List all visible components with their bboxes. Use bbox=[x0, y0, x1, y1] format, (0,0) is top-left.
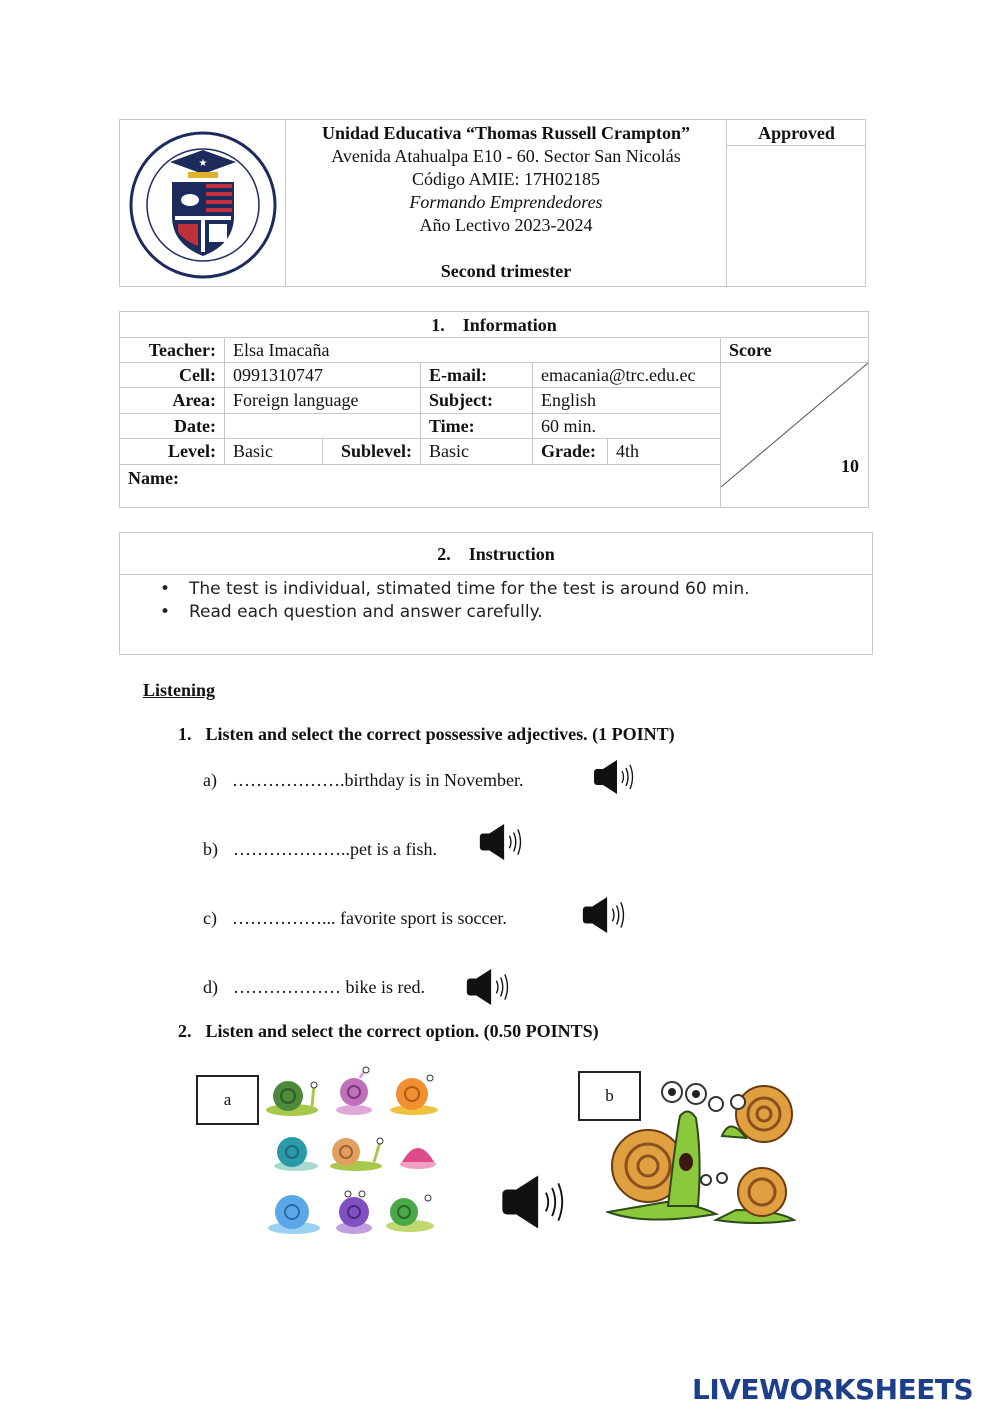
school-code: Código AMIE: 17H02185 bbox=[411, 169, 600, 189]
teacher-value: Elsa Imacaña bbox=[225, 338, 721, 363]
snail-icon bbox=[390, 1075, 438, 1115]
small-snails-image[interactable] bbox=[262, 1066, 444, 1238]
school-motto: Formando Emprendedores bbox=[409, 192, 603, 212]
school-info-block bbox=[286, 120, 727, 286]
snail-icon bbox=[266, 1081, 318, 1116]
time-value: 60 min. bbox=[533, 414, 721, 439]
email-value: emacania@trc.edu.ec bbox=[533, 363, 721, 388]
subject-label: Subject: bbox=[421, 388, 533, 414]
score-diagonal bbox=[721, 363, 868, 507]
time-label: Time: bbox=[421, 414, 533, 439]
score-label: Score bbox=[721, 338, 868, 363]
grade-value: 4th bbox=[608, 439, 721, 465]
brand-prefix: LIVE bbox=[692, 1373, 760, 1406]
teacher-label: Teacher: bbox=[120, 338, 225, 363]
snail-icon bbox=[330, 1138, 383, 1171]
term-label: Second trimester bbox=[440, 261, 572, 281]
listening-heading: Listening bbox=[143, 680, 216, 700]
instruction-title: 2. Instruction bbox=[120, 533, 872, 575]
snail-icon bbox=[709, 1086, 792, 1142]
snail-icon bbox=[386, 1195, 434, 1232]
information-title: 1. Information bbox=[120, 312, 868, 338]
option-a-box[interactable]: a bbox=[196, 1075, 259, 1125]
brand-suffix: WORKSHEETS bbox=[759, 1373, 974, 1406]
sublevel-label: Sublevel: bbox=[323, 439, 421, 465]
logo-cell bbox=[120, 120, 286, 286]
speaker-icon[interactable] bbox=[580, 896, 630, 934]
speaker-icon[interactable] bbox=[592, 759, 638, 795]
instruction-box bbox=[119, 532, 873, 655]
q1-item-c[interactable]: c) ……………... favorite sport is soccer. bbox=[203, 908, 507, 928]
snail-icon bbox=[336, 1191, 372, 1234]
school-address: Avenida Atahualpa E10 - 60. Sector San Nicolás bbox=[331, 146, 681, 166]
snail-icon bbox=[274, 1137, 318, 1171]
option-b-box[interactable]: b bbox=[578, 1071, 641, 1121]
speaker-icon[interactable] bbox=[498, 1174, 572, 1230]
school-header bbox=[119, 119, 866, 287]
snail-icon bbox=[336, 1067, 372, 1115]
q1-item-b[interactable]: b) ………………..pet is a fish. bbox=[203, 839, 437, 859]
speaker-icon[interactable] bbox=[464, 968, 514, 1006]
approved-label: Approved bbox=[727, 120, 866, 146]
subject-value: English bbox=[533, 388, 721, 414]
snail-icon bbox=[400, 1148, 436, 1169]
grade-label: Grade: bbox=[533, 439, 608, 465]
q1-item-d[interactable]: d) ……………… bike is red. bbox=[203, 977, 425, 997]
area-label: Area: bbox=[120, 388, 225, 414]
score-max: 10 bbox=[841, 456, 859, 476]
email-label: E-mail: bbox=[421, 363, 533, 388]
area-value: Foreign language bbox=[225, 388, 421, 414]
school-crest-logo bbox=[120, 120, 286, 286]
date-value[interactable] bbox=[225, 414, 421, 439]
sublevel-value: Basic bbox=[421, 439, 533, 465]
snail-icon bbox=[268, 1195, 320, 1234]
date-label: Date: bbox=[120, 414, 225, 439]
snail-icon bbox=[608, 1082, 716, 1220]
instruction-item: • The test is individual, stimated time for the test is around 60 min. bbox=[160, 578, 872, 601]
instruction-item: • Read each question and answer carefully. bbox=[160, 601, 872, 624]
svg-text:★: ★ bbox=[198, 158, 208, 169]
cell-label: Cell: bbox=[120, 363, 225, 388]
level-value: Basic bbox=[225, 439, 323, 465]
school-year: Año Lectivo 2023-2024 bbox=[419, 215, 593, 235]
school-name: Unidad Educativa “Thomas Russell Crampton” bbox=[321, 123, 691, 143]
question-1: 1. Listen and select the correct possessive adjectives. (1 POINT) bbox=[178, 724, 675, 744]
information-table bbox=[119, 311, 869, 508]
speaker-icon[interactable] bbox=[477, 823, 527, 861]
question-2: 2. Listen and select the correct option. (0.50 POINTS) bbox=[178, 1021, 599, 1041]
cartoon-snails-image[interactable] bbox=[606, 1076, 796, 1228]
q1-item-a[interactable]: a) ……………….birthday is in November. bbox=[203, 770, 524, 790]
instruction-list bbox=[120, 575, 872, 624]
score-box[interactable] bbox=[721, 363, 868, 507]
name-label: Name: bbox=[120, 465, 721, 507]
level-label: Level: bbox=[120, 439, 225, 465]
liveworksheets-logo bbox=[692, 1375, 973, 1405]
cell-value: 0991310747 bbox=[225, 363, 421, 388]
